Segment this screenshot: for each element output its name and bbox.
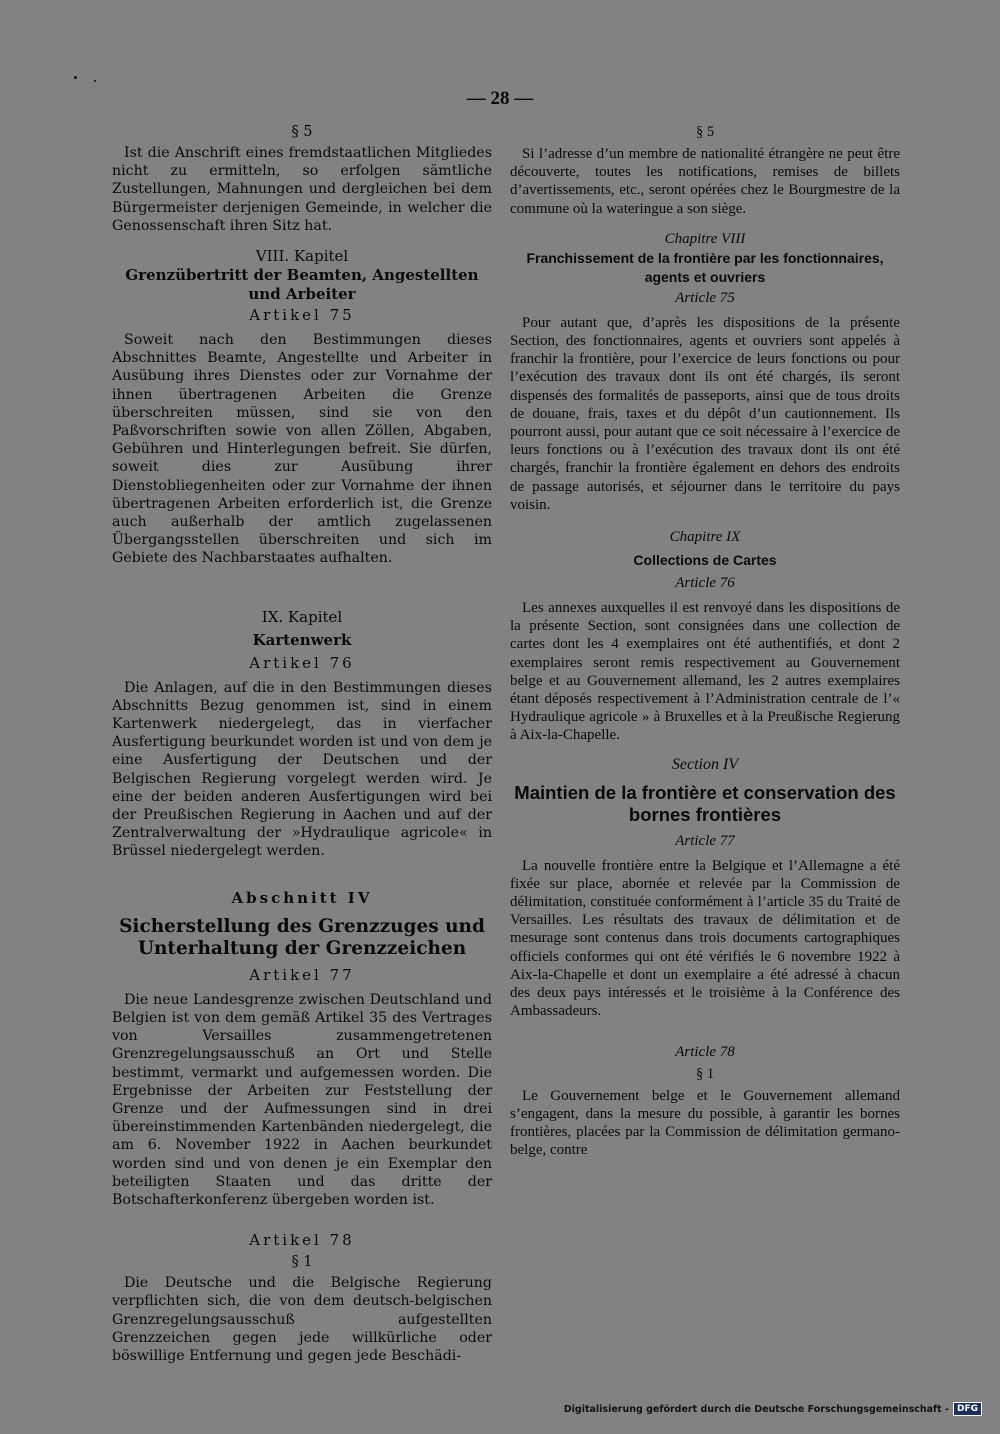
fr-article-78-label: Article 78 (675, 1043, 735, 1060)
fr-paragraph-5-text: Si l’adresse d’un membre de nationalité étrangère ne peut être découverte, toutes les notifications, remises de billets d’avertissements, etc., seront opérées chez le Bourgmestre de la commune où la wateringue a son siège. (510, 146, 900, 217)
fr-section-4-label: Section IV (671, 755, 739, 773)
de-section-4-label: Abschnitt IV (231, 888, 373, 907)
fr-paragraph-5-heading: § 5 (695, 124, 715, 140)
scan-speck (74, 76, 77, 79)
fr-article-77-text: La nouvelle frontière entre la Belgique et l’Allemagne a été fixée sur place, abornée et relevée par la Commission de délimitation, constituée conformément à l’article 35 du Traité de Versailles. Les résultats des travaux de délimitation et de mesurage sont contenus dans trois documents cartographiques officiels conformes qui ont été vérifiés le 6 novembre 1922 à Aix-la-Chapelle et dont un exemplaire a été adressé à chacun des deux pays intéressés et le troisième à la Conférence des Ambassadeurs. (510, 857, 900, 1020)
fr-paragraph-1-heading: § 1 (695, 1065, 715, 1082)
de-paragraph-1-heading: § 1 (291, 1254, 313, 1271)
fr-article-77-label: Article 77 (675, 832, 735, 849)
de-article-76-text: Die Anlagen, auf die in den Bestimmungen dieses Abschnitts Bezug genommen ist, sind in einem Kartenwerk niedergelegt, das in vierfacher Ausfertigung beurkundet worden ist und von dem je eine Ausfertigung der Deutschen und der Belgischen Regierung vorgelegt werden wird. Je eine der beiden anderen Ausfertigungen wird bei der Preußischen Regierung in Aachen und auf der Zentralverwaltung der »Hydraulique agricole« in Brüssel niedergelegt werden. (112, 679, 492, 860)
de-paragraph-5-text: Ist die Anschrift eines fremdstaatlichen Mitgliedes nicht zu ermitteln, so erfolgen sämtliche Zustellungen, Mahnungen und dergleichen bei dem Bürgermeister derjenigen Gemeinde, in welcher die Genossenschaft ihren Sitz hat. (112, 145, 492, 234)
de-article-77-label: Artikel 77 (249, 965, 355, 984)
de-chapter-8-label: VIII. Kapitel (255, 247, 349, 266)
fr-chapter-8-title: Franchissement de la frontière par les fonctionnaires, agents et ouvriers (526, 249, 884, 285)
fr-article-75-label: Article 75 (675, 289, 735, 306)
de-paragraph-1-text: Die Deutsche und die Belgische Regierung verpflichten sich, die von dem deutsch-belgischen Grenzregelungsausschuß aufgestellten Grenzzeichen gegen jede willkürliche oder böswillige Entfernung und gegen jede Beschädi- (112, 1275, 492, 1364)
de-section-4-title: Sicherstellung des Grenzzuges und Unterhaltung der Grenzzeichen (119, 915, 485, 959)
de-article-77-text: Die neue Landesgrenze zwischen Deutschland und Belgien ist von dem gemäß Artikel 35 des Vertrages von Versailles zusammengetretenen Grenzregelungsausschuß an Ort und Stelle bestimmt, vermarkt und aufgemessen worden. Die Ergebnisse der Arbeiten zur Feststellung der Grenze und der Aufmessungen sind in drei übereinstimmenden Kartenbänden niedergelegt, die am 6. November 1922 in Aachen beurkundet worden sind und von denen je ein Exemplar den beteiligten Staaten und das dritte der Botschafterkonferenz übergeben worden ist. (112, 991, 492, 1208)
de-paragraph-5-heading: § 5 (291, 124, 313, 140)
fr-article-76-label: Article 76 (675, 575, 735, 592)
fr-chapter-9-label: Chapitre IX (669, 529, 741, 546)
de-article-76-label: Artikel 76 (249, 653, 355, 672)
de-chapter-8-title: Grenzübertritt der Beamten, Angestellten und Arbeiter (125, 266, 479, 304)
de-article-75-text: Soweit nach den Bestimmungen dieses Abschnittes Beamte, Angestellte und Arbeiter in Ausübung ihres Dienstes oder zur Vornahme der ihnen übertragenen Arbeiten die Grenze überschreiten müssen, sind sie von den Paßvorschriften sowie von allen Zöllen, Abgaben, Gebühren und Hinterlegungen befreit. Sie dürfen, soweit dies zur Ausübung ihrer Dienstobliegenheiten oder zur Vornahme der ihnen übertragenen Arbeiten erforderlich ist, die Grenze auch außerhalb der amtlich zugelassenen Übergangsstellen überschreiten und sich im Gebiete des Nachbarstaates aufhalten. (112, 332, 492, 567)
german-column (112, 124, 492, 1365)
fr-section-4-title: Maintien de la frontière et conservation des bornes frontières (514, 781, 896, 825)
digitization-credit-text: Digitalisierung gefördert durch die Deutsche Forschungsgemeinschaft - (563, 1403, 949, 1415)
page-number: — 28 — (466, 88, 534, 109)
french-column (510, 124, 900, 1159)
de-chapter-9-label: IX. Kapitel (261, 607, 343, 626)
digitization-credit (564, 1402, 982, 1416)
scan-speck (94, 80, 96, 82)
fr-article-75-text: Pour autant que, d’après les dispositions de la présente Section, des fonctionnaires, agents et ouvriers sont appelés à franchir la frontière, pour l’exercice de leurs fonctions ou pour l’exécution des travaux dont ils ont été chargés, ils seront dispensés des formalités de passeports, ainsi que de tous droits de douane, frais, taxes et du dépôt d’un cautionnement. Ils pourront aussi, pour autant que ce soit nécessaire à l’exercice de leurs fonctions ou à l’exécution des travaux dont ils ont été chargés, franchir la frontière également en dehors des endroits de passage autorisés, et séjourner dans le territoire du pays voisin. (510, 314, 900, 513)
fr-chapter-8-label: Chapitre VIII (664, 230, 746, 247)
de-article-78-label: Artikel 78 (249, 1231, 355, 1250)
fr-article-76-text: Les annexes auxquelles il est renvoyé dans les dispositions de la présente Section, sont consignées dans une collection de cartes dont les 4 exemplaires ont été authentifiés, et dont 2 exemplaires seront remis respectivement au Gouvernement belge et au Gouvernement allemand, les 2 autres exemplaires étant déposés respectivement à l’Administration centrale de l’« Hydraulique agricole » à Bruxelles et à la Preußische Regierung à Aix-la-Chapelle. (510, 600, 900, 744)
fr-chapter-9-title: Collections de Cartes (633, 552, 777, 569)
fr-paragraph-1-text: Le Gouvernement belge et le Gouvernement allemand s’engagent, dans la mesure du possible, à garantir les bornes frontières, placées par la Commission de délimitation germano-belge, contre (510, 1087, 900, 1159)
de-chapter-9-title: Kartenwerk (252, 630, 352, 649)
de-article-75-label: Artikel 75 (249, 306, 355, 325)
dfg-logo: DFG (953, 1402, 982, 1416)
